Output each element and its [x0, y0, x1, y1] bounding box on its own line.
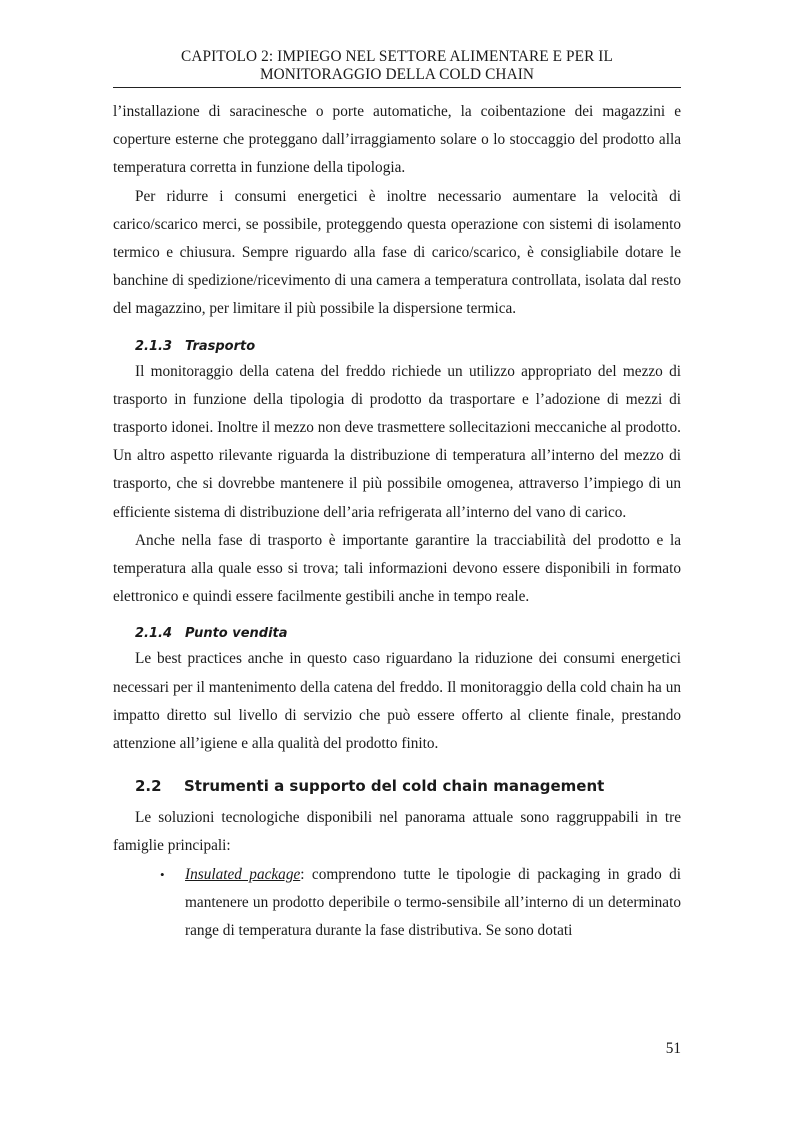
section-heading-strumenti [135, 773, 681, 799]
subsection-title: Punto vendita [185, 626, 288, 642]
subsection-number: 2.1.4 [135, 626, 173, 642]
paragraph: Per ridurre i consumi energetici è inoltre necessario aumentare la velocità di carico/scarico merci, se possibile, proteggendo questa operazione con sistemi di isolamento termico e chiusura. Sempre riguardo alla fase di carico/scarico, è consigliabile dotare le banchine di spedizione/ricevimento di una camera a temperatura controllata, isolata dal resto del magazzino, per limitare il più possibile la dispersione termica. [113, 187, 681, 318]
subsection-title: Trasporto [185, 338, 256, 354]
header-line-2: MONITORAGGIO DELLA COLD CHAIN [259, 66, 535, 83]
bullet-list [113, 861, 681, 946]
bullet-icon: • [160, 866, 165, 882]
paragraph: Il monitoraggio della catena del freddo richiede un utilizzo appropriato del mezzo di trasporto in funzione della tipologia di prodotto da trasportare e l’adozione di mezzi di trasporto idonei. Inoltre il mezzo non deve trasmettere sollecitazioni meccaniche al prodotto. Un altro aspetto rilevante riguarda la distribuzione di temperatura all’interno del mezzo di trasporto, che si dovrebbe mantenere il più possibile omogenea, attraverso l’impiego di un efficiente sistema di distribuzione dell’aria refrigerata all’interno del vano di carico. [113, 362, 681, 521]
bullet-text: : comprendono tutte le tipologie di packaging in grado di mantenere un prodotto deperibile o termo-sensibile all’interno di un determinato range di temperatura durante la fase distributiva. Se sono dotati [185, 865, 682, 940]
subsection-heading-trasporto [135, 336, 681, 358]
section-number: 2.2 [135, 777, 162, 796]
header-line-1: CAPITOLO 2: IMPIEGO NEL SETTORE ALIMENTARE E PER IL [181, 48, 613, 65]
running-header [113, 48, 681, 84]
bullet-term: Insulated package [185, 865, 301, 883]
header-divider [113, 87, 681, 88]
subsection-heading-punto-vendita [135, 623, 681, 645]
paragraph: l’installazione di saracinesche o porte automatiche, la coibentazione dei magazzini e coperture esterne che proteggano dall’irraggiamento solare o lo stoccaggio del prodotto alla temperatura corretta in funzione della tipologia. [113, 103, 681, 177]
body-text [113, 98, 681, 945]
section-title: Strumenti a supporto del cold chain management [184, 777, 605, 796]
subsection-number: 2.1.3 [135, 338, 173, 354]
paragraph: Le best practices anche in questo caso riguardano la riduzione dei consumi energetici necessari per il mantenimento della catena del freddo. Il monitoraggio della cold chain ha un impatto diretto sul livello di servizio che può essere offerto al cliente finale, prestando attenzione all’igiene e alla qualità del prodotto finito. [113, 650, 681, 753]
paragraph: Le soluzioni tecnologiche disponibili nel panorama attuale sono raggruppabili in tre famiglie principali: [113, 809, 681, 855]
paragraph: Anche nella fase di trasporto è importante garantire la tracciabilità del prodotto e la temperatura alla quale esso si trova; tali informazioni devono essere disponibili in formato elettronico e quindi essere facilmente gestibili anche in tempo reale. [113, 531, 681, 606]
page-number: 51 [665, 1040, 681, 1057]
list-item [113, 861, 681, 946]
